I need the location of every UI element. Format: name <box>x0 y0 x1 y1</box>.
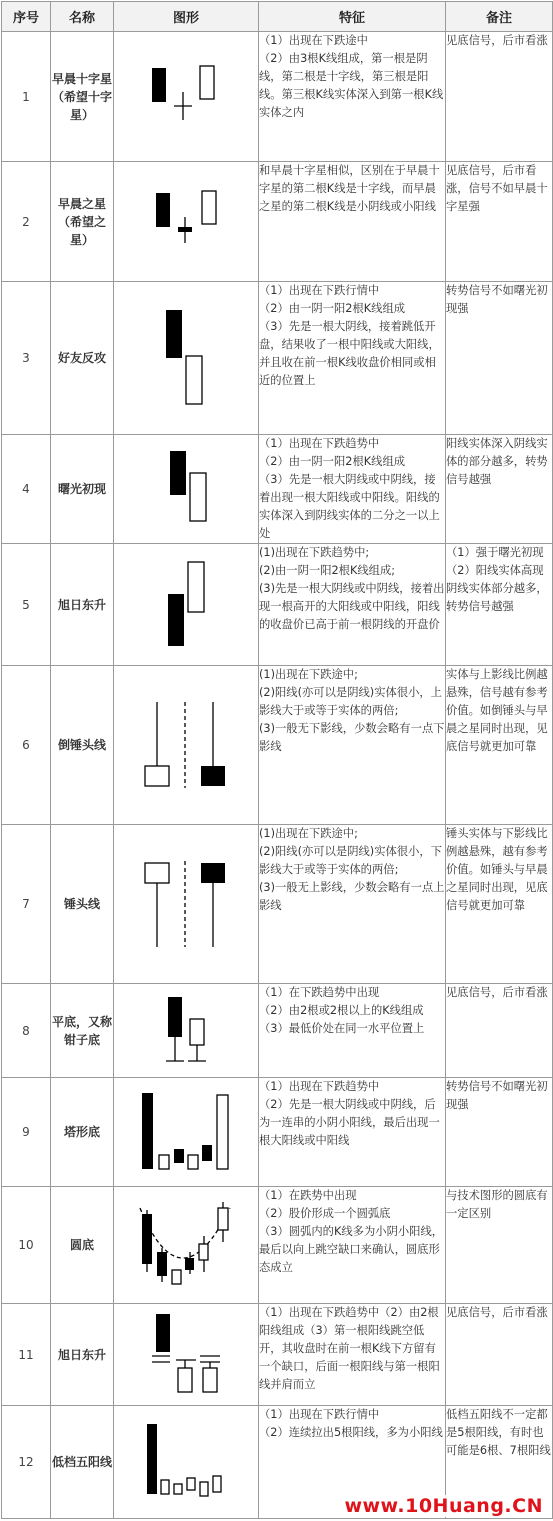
row-features <box>259 162 446 282</box>
notes-text <box>446 1304 552 1322</box>
table-row <box>2 1078 553 1187</box>
row-num: 6 <box>2 666 51 825</box>
row-figure <box>114 162 259 282</box>
notes-text <box>446 1406 552 1460</box>
row-figure <box>114 1187 259 1304</box>
features-text <box>259 666 445 756</box>
text-line: （2）由一阴一阳2根K线组成 <box>259 302 406 315</box>
row-name: 倒锤头线 <box>51 666 114 825</box>
row-num: 7 <box>2 825 51 984</box>
candlestick-hammer-figure <box>141 859 231 949</box>
candlestick-tower-bottom-figure <box>138 1089 234 1175</box>
row-name: 旭日东升 <box>51 1304 114 1406</box>
notes-text <box>446 1078 552 1114</box>
row-figure <box>114 544 259 666</box>
features-text <box>259 1078 445 1150</box>
text-line: （2）先是一根大阴线或中阴线，后为一连串的小阴小阳线，最后出现一根大阳线或中阳线 <box>259 1098 440 1147</box>
row-name: 好友反攻 <box>51 282 114 435</box>
text-line: （1）出现在下跌行情中 <box>259 284 380 297</box>
header-notes: 备注 <box>446 2 553 32</box>
notes-text <box>446 544 552 616</box>
text-line: （2）连续拉出5根阳线，多为小阳线 <box>259 1426 443 1439</box>
row-notes <box>446 162 553 282</box>
text-line: (2)由一阴一阳2根K线组成; <box>259 564 396 577</box>
row-notes <box>446 1078 553 1187</box>
text-line: （1）在下跌趋势中出现 <box>259 986 380 999</box>
features-text <box>259 544 445 634</box>
row-name: 早晨十字星（希望十字星） <box>51 32 114 162</box>
row-num: 12 <box>2 1406 51 1519</box>
candlestick-meeting-lines-figure <box>156 308 216 408</box>
row-features <box>259 1078 446 1187</box>
features-text <box>259 435 445 543</box>
text-line: 见底信号，后市看涨 <box>446 986 548 999</box>
text-line: （1）强于曙光初现 <box>446 546 544 559</box>
notes-text <box>446 825 552 915</box>
text-line: （3）圆弧内的K线多为小阴小阳线，最后以向上跳空缺口来确认，圆底形态成立 <box>259 1225 444 1274</box>
text-line: 和早晨十字星相似，区别在于早晨十字星的第二根K线是十字线，而早晨之星的第二根K线是小阴线或小阳线 <box>259 164 440 213</box>
row-figure <box>114 825 259 984</box>
table-row <box>2 162 553 282</box>
row-features <box>259 666 446 825</box>
notes-text <box>446 282 552 318</box>
table-row <box>2 1304 553 1406</box>
row-name: 旭日东升 <box>51 544 114 666</box>
text-line: (1)出现在下跌趋势中; <box>259 546 370 559</box>
notes-text <box>446 1187 552 1223</box>
row-figure <box>114 1078 259 1187</box>
row-notes <box>446 825 553 984</box>
candlestick-tweezer-bottom-figure <box>156 993 216 1069</box>
text-line: （3）先是一根大阴线，接着跳低开盘，结果收了一根中阳线或大阳线，并且收在前一根K线收盘价相同或相近的位置上 <box>259 320 440 387</box>
text-line: (1)出现在下跌途中; <box>259 827 358 840</box>
text-line: (3)一般无上影线，少数会略有一点上影线 <box>259 881 445 912</box>
text-line: (3)先是一根大阴线或中阴线，接着出现一根高开的大阳线或中阳线，阳线的收盘价已高于前一根阴线的开盘价 <box>259 582 445 631</box>
text-line: （1）出现在下跌途中 <box>259 34 368 47</box>
features-text <box>259 1187 445 1277</box>
row-name: 曙光初现 <box>51 435 114 544</box>
text-line: 实体与上影线比例越悬殊，信号越有参考价值。如倒锤头与早晨之星同时出现，见底信号就更加可靠 <box>446 668 548 753</box>
notes-text <box>446 162 552 216</box>
text-line: (2)阳线(亦可以是阴线)实体很小，上影线大于或等于实体的两倍; <box>259 686 442 717</box>
candlestick-five-low-yang-figure <box>143 1422 229 1502</box>
header-name: 名称 <box>51 2 114 32</box>
row-features <box>259 435 446 544</box>
row-notes <box>446 32 553 162</box>
watermark-logo: www.10Huang.CN <box>344 1495 543 1517</box>
row-num: 9 <box>2 1078 51 1187</box>
notes-text <box>446 435 552 489</box>
table-row <box>2 544 553 666</box>
table-row <box>2 282 553 435</box>
header-num: 序号 <box>2 2 51 32</box>
text-line: (3)一般无下影线，少数会略有一点下影线 <box>259 722 445 753</box>
row-features <box>259 544 446 666</box>
row-features <box>259 1304 446 1406</box>
row-figure <box>114 984 259 1078</box>
header-figure: 图形 <box>114 2 259 32</box>
text-line: (2)阳线(亦可以是阴线)实体很小，下影线大于或等于实体的两倍; <box>259 845 442 876</box>
kline-pattern-table <box>1 1 553 1519</box>
row-figure <box>114 435 259 544</box>
row-num: 11 <box>2 1304 51 1406</box>
table-row <box>2 984 553 1078</box>
features-text <box>259 282 445 390</box>
features-text <box>259 1406 445 1442</box>
row-figure <box>114 666 259 825</box>
text-line: （1）在跌势中出现 <box>259 1189 357 1202</box>
row-notes <box>446 666 553 825</box>
row-features <box>259 825 446 984</box>
notes-text <box>446 984 552 1002</box>
text-line: （1）出现在下跌趋势中 <box>259 1080 380 1093</box>
row-features <box>259 1187 446 1304</box>
row-name: 塔形底 <box>51 1078 114 1187</box>
text-line: 见底信号，后市看涨 <box>446 1306 548 1319</box>
row-name: 圆底 <box>51 1187 114 1304</box>
row-num: 2 <box>2 162 51 282</box>
features-text <box>259 32 445 122</box>
text-line: 阳线实体深入阴线实体的部分越多，转势信号越强 <box>446 437 548 486</box>
row-name: 低档五阳线 <box>51 1406 114 1519</box>
row-name: 平底，又称钳子底 <box>51 984 114 1078</box>
row-figure <box>114 1304 259 1406</box>
row-num: 8 <box>2 984 51 1078</box>
table-row <box>2 435 553 544</box>
features-text <box>259 984 445 1038</box>
row-figure <box>114 32 259 162</box>
row-num: 5 <box>2 544 51 666</box>
table-row <box>2 32 553 162</box>
text-line: 转势信号不如曙光初现强 <box>446 284 548 315</box>
row-features <box>259 984 446 1078</box>
row-num: 3 <box>2 282 51 435</box>
table-row <box>2 1187 553 1304</box>
row-features <box>259 282 446 435</box>
text-line: （2）由2根或2根以上的K线组成 <box>259 1004 424 1017</box>
row-notes <box>446 282 553 435</box>
row-figure <box>114 1406 259 1519</box>
row-notes <box>446 435 553 544</box>
text-line: (1)出现在下跌途中; <box>259 668 358 681</box>
text-line: （1）出现在下跌趋势中 <box>259 437 380 450</box>
text-line: 锤头实体与下影线比例越悬殊，越有参考价值。如锤头与早晨之星同时出现，见底信号就更加可靠 <box>446 827 548 912</box>
row-features <box>259 32 446 162</box>
row-notes <box>446 1304 553 1406</box>
row-num: 4 <box>2 435 51 544</box>
notes-text <box>446 32 552 50</box>
candlestick-morning-doji-star-figure <box>146 62 226 132</box>
candlestick-rounding-bottom-figure <box>136 1200 236 1290</box>
row-num: 10 <box>2 1187 51 1304</box>
text-line: 见底信号，后市看涨，信号不如早晨十字星强 <box>446 164 548 213</box>
candlestick-morning-star-figure <box>146 187 226 257</box>
text-line: 与技术图形的圆底有一定区别 <box>446 1189 548 1220</box>
text-line: （2）阳线实体高现阴线实体部分越多，转势信号越强 <box>446 564 548 613</box>
text-line: （1）出现在下跌趋势中（2）由2根阳线组成（3）第一根阳线跳空低开，其收盘时在前一根K线下方留有一个缺口，后面一根阳线与第一根阳线并肩而立 <box>259 1306 440 1391</box>
text-line: 转势信号不如曙光初现强 <box>446 1080 548 1111</box>
table-row <box>2 666 553 825</box>
notes-text <box>446 666 552 756</box>
table-row <box>2 825 553 984</box>
row-num: 1 <box>2 32 51 162</box>
candlestick-inverted-hammer-figure <box>141 700 231 790</box>
candlestick-gap-side-by-side-figure <box>148 1312 224 1398</box>
header-row <box>2 2 553 32</box>
text-line: （2）由3根K线组成，第一根是阴线，第二根是十字线，第三根是阳线。第三根K线实体深入到第一根K线实体之内 <box>259 52 444 119</box>
features-text <box>259 825 445 915</box>
candlestick-piercing-line-figure <box>156 449 216 529</box>
text-line: （1）出现在下跌行情中 <box>259 1408 380 1421</box>
row-figure <box>114 282 259 435</box>
row-name: 早晨之星（希望之星） <box>51 162 114 282</box>
text-line: （3）先是一根大阴线或中阴线，接着出现一根大阳线或中阳线。阳线的实体深入到阴线实体的二分之一以上处 <box>259 473 440 540</box>
text-line: （2）由一阴一阳2根K线组成 <box>259 455 406 468</box>
text-line: （3）最低价处在同一水平位置上 <box>259 1022 425 1035</box>
header-features: 特征 <box>259 2 446 32</box>
text-line: 见底信号，后市看涨 <box>446 34 548 47</box>
text-line: 低档五阳线不一定都是5根阳线，有时也可能是6根、7根阳线 <box>446 1408 551 1457</box>
candlestick-rising-sun-figure <box>156 560 216 650</box>
row-notes <box>446 544 553 666</box>
features-text <box>259 1304 445 1394</box>
row-notes <box>446 984 553 1078</box>
row-notes <box>446 1187 553 1304</box>
features-text <box>259 162 445 216</box>
row-name: 锤头线 <box>51 825 114 984</box>
text-line: （2）股价形成一个圆弧底 <box>259 1207 391 1220</box>
